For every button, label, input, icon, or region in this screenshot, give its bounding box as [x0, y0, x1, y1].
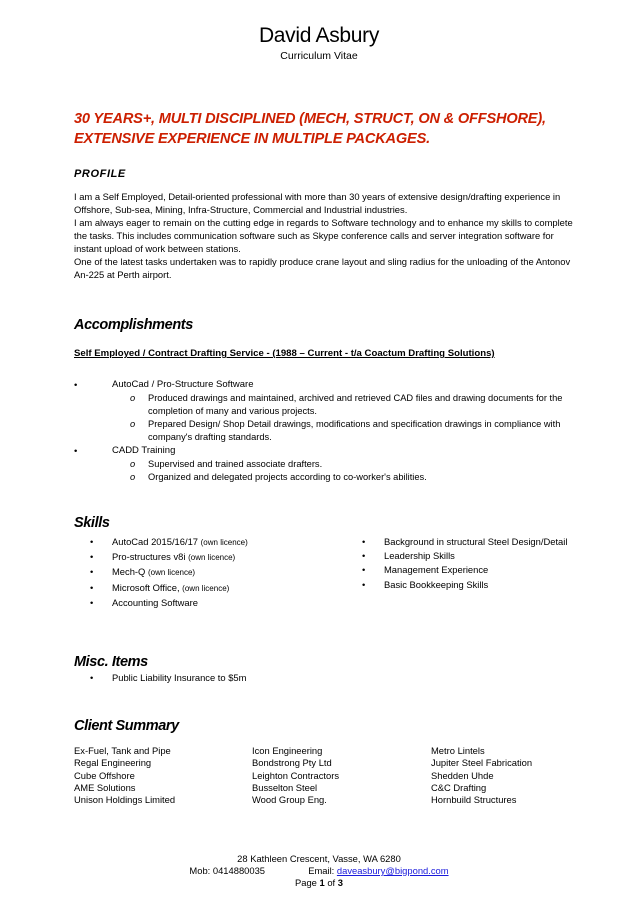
bullet-icon: • — [362, 536, 366, 547]
skill-item — [362, 578, 602, 592]
sub-item-text: Organized and delegated projects according to co-worker's abilities. — [148, 472, 427, 482]
client-name: Leighton Contractors — [252, 769, 340, 781]
skill-item — [90, 565, 350, 580]
skill-note: (own licence) — [188, 553, 236, 563]
page-total: 3 — [337, 877, 343, 888]
bullet-icon: • — [90, 596, 94, 608]
skill-item — [362, 535, 602, 549]
skill-item — [90, 581, 350, 596]
sub-bullet-icon: o — [130, 393, 136, 403]
sub-bullet-icon: o — [130, 472, 136, 482]
list-item: CADD Training — [112, 445, 176, 456]
bullet-icon: • — [90, 536, 94, 547]
client-name: Ex-Fuel, Tank and Pipe — [74, 745, 171, 756]
footer-address: 28 Kathleen Crescent, Vasse, WA 6280 — [237, 853, 401, 864]
skill-item — [90, 535, 350, 550]
skill-name: Mech-Q — [112, 566, 146, 578]
client-name: Jupiter Steel Fabrication — [431, 757, 533, 769]
skill-item — [362, 549, 602, 563]
client-column-1 — [74, 745, 244, 806]
sub-list-item — [130, 458, 570, 471]
bullet-icon: • — [362, 564, 366, 576]
bullet-icon: • — [90, 672, 94, 683]
bullet-icon: • — [90, 551, 94, 563]
profile-paragraph: I am a Self Employed, Detail-oriented professional with more than 30 years of extensive design/drafting experience in Offshore, Sub-sea, Mining, Infra-Structure, Commercial and Industrial industries. — [74, 191, 561, 215]
bullet-icon: • — [74, 446, 78, 457]
skill-name: Accounting Software — [112, 596, 198, 608]
sub-list — [130, 392, 570, 444]
page-current: 1 — [319, 877, 325, 888]
footer-mobile: Mob: 0414880035 — [189, 865, 266, 876]
footer-contact — [0, 865, 638, 877]
bullet-icon: • — [90, 566, 94, 578]
headline: 30 YEARS+, MULTI DISCIPLINED (MECH, STRUCT, ON & OFFSHORE), EXTENSIVE EXPERIENCE IN MULTIPLE PACKAGES. — [74, 111, 546, 147]
sub-bullet-icon: o — [130, 419, 136, 429]
page-label: Page — [295, 877, 317, 888]
skills-heading: Skills — [74, 515, 110, 531]
client-name: Icon Engineering — [252, 745, 323, 756]
skill-note: (own licence) — [147, 568, 196, 578]
skill-note: (own licence) — [200, 538, 248, 547]
sub-list-item — [130, 471, 570, 484]
sub-list — [130, 458, 570, 484]
misc-item-text: Public Liability Insurance to $5m — [112, 672, 247, 683]
sub-item-text: Supervised and trained associate drafters. — [148, 459, 323, 469]
footer-email-label: Email: — [308, 865, 335, 876]
misc-heading: Misc. Items — [74, 654, 148, 670]
sub-list-item — [130, 392, 570, 418]
cv-name: David Asbury — [258, 24, 380, 47]
skill-item — [90, 596, 350, 610]
bullet-icon: • — [362, 550, 366, 562]
profile-paragraph: I am always eager to remain on the cutting edge in regards to Software technology and to enhance my skills to complete the tasks. This includes communication software such as Skype conference calls and server integration software for instant upload of work between stations. — [74, 217, 573, 254]
cv-subtitle: Curriculum Vitae — [280, 50, 358, 62]
client-name: Hornbuild Structures — [431, 794, 517, 806]
accomplishments-heading: Accomplishments — [74, 317, 193, 333]
bullet-icon: • — [74, 380, 78, 391]
client-column-3 — [431, 745, 601, 806]
skill-name: Background in structural Steel Design/Detail — [384, 536, 568, 547]
page-number — [0, 877, 638, 889]
skill-name: Microsoft Office, — [112, 581, 180, 593]
misc-list — [90, 672, 390, 683]
skill-name: Basic Bookkeeping Skills — [384, 578, 489, 590]
profile-heading: PROFILE — [74, 168, 126, 180]
client-name: AME Solutions — [74, 781, 136, 793]
list-item: AutoCad / Pro-Structure Software — [112, 379, 254, 390]
skill-name: Pro-structures v8i — [112, 551, 186, 563]
bullet-icon: • — [362, 578, 366, 590]
client-name: Shedden Uhde — [431, 769, 494, 781]
client-column-2 — [252, 745, 422, 806]
skill-item — [90, 550, 350, 565]
page-of: of — [327, 877, 336, 888]
skill-name: Leadership Skills — [384, 550, 455, 562]
client-name: Busselton Steel — [252, 781, 318, 793]
skill-name: Management Experience — [384, 564, 489, 576]
bullet-icon: • — [90, 581, 94, 593]
client-name: Wood Group Eng. — [252, 794, 327, 806]
client-summary-heading: Client Summary — [74, 718, 179, 734]
client-name: Bondstrong Pty Ltd — [252, 757, 332, 769]
skill-name: AutoCad 2015/16/17 — [112, 536, 199, 547]
client-name: C&C Drafting — [431, 781, 487, 793]
sub-list-item — [130, 418, 570, 444]
client-name: Metro Lintels — [431, 745, 485, 756]
job-title: Self Employed / Contract Drafting Service - (1988 – Current - t/a Coactum Drafting Solutions) — [74, 348, 495, 359]
sub-item-text: Produced drawings and maintained, archived and retrieved CAD files and drawing documents for the completion of many and various projects. — [148, 393, 563, 416]
client-name: Regal Engineering — [74, 757, 152, 769]
profile-paragraph: One of the latest tasks undertaken was to rapidly produce crane layout and sling radius for the unloading of the Antonov An-225 at Perth airport. — [74, 256, 571, 280]
client-name: Cube Offshore — [74, 769, 135, 781]
skills-right-list — [362, 535, 602, 592]
email-link[interactable]: daveasbury@bigpond.com — [336, 865, 449, 876]
sub-bullet-icon: o — [130, 459, 136, 469]
sub-item-text: Prepared Design/ Shop Detail drawings, modifications and specification drawings in compliance with company's drafting standards. — [148, 419, 561, 442]
skills-left-list — [90, 535, 350, 610]
client-name: Unison Holdings Limited — [74, 794, 176, 806]
skill-item — [362, 563, 602, 577]
misc-item — [90, 672, 390, 683]
skill-note: (own licence) — [182, 583, 230, 593]
profile-text — [74, 190, 579, 281]
